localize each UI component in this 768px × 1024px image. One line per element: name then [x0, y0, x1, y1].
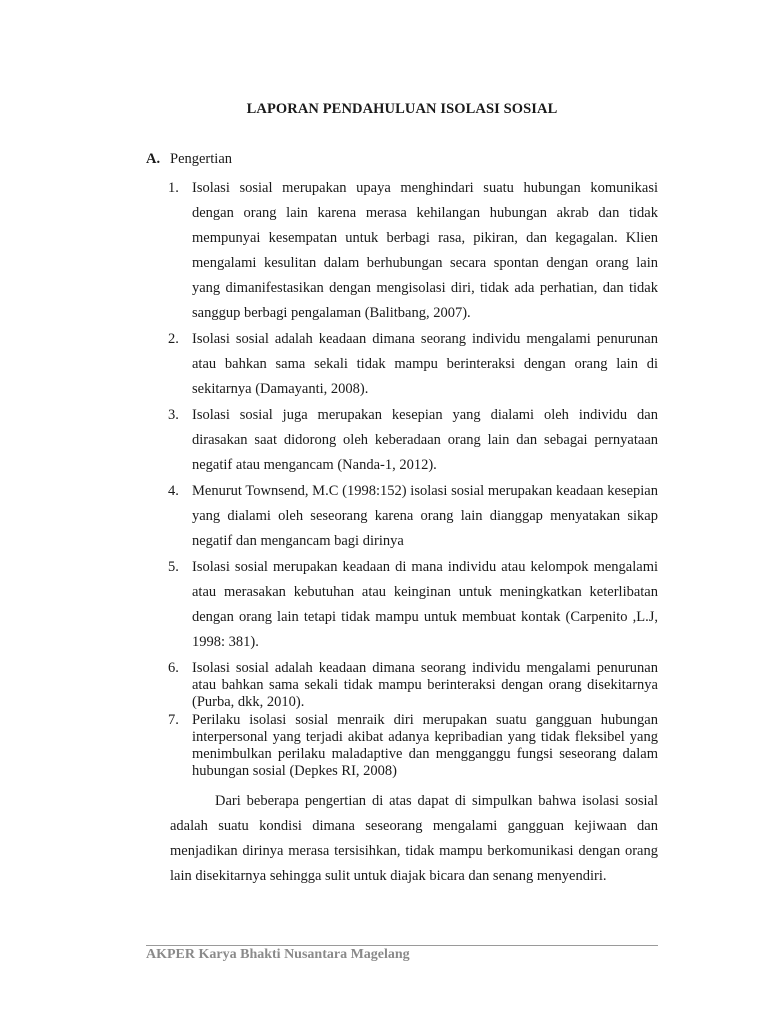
list-item-number: 5. — [168, 559, 179, 575]
list-item-number: 4. — [168, 483, 179, 499]
list-item — [168, 660, 658, 711]
list-item — [168, 479, 658, 554]
definition-list — [168, 176, 658, 780]
list-item-number: 1. — [168, 180, 179, 196]
list-item-number: 7. — [168, 712, 179, 728]
list-item — [168, 555, 658, 655]
footer-text: AKPER Karya Bhakti Nusantara Magelang — [146, 947, 410, 962]
list-item — [168, 403, 658, 478]
list-item-text: Menurut Townsend, M.C (1998:152) isolasi sosial merupakan keadaan kesepian yang dialami oleh seseorang karena orang lain dianggap menyatakan sikap negatif dan mengancam bagi dirinya — [192, 483, 658, 549]
list-item-number: 2. — [168, 331, 179, 347]
document-title: LAPORAN PENDAHULUAN ISOLASI SOSIAL — [246, 101, 558, 117]
list-item — [168, 327, 658, 402]
conclusion-paragraph: Dari beberapa pengertian di atas dapat di simpulkan bahwa isolasi sosial adalah suatu kondisi dimana seseorang mengalami gangguan kejiwaan dan menjadikan dirinya merasa tersisihkan, tidak mampu berkomunikasi dengan orang lain disekitarnya sehingga sulit untuk diajak bicara dan senang menyendiri. — [170, 793, 658, 884]
list-item-text: Isolasi sosial merupakan keadaan di mana individu atau kelompok mengalami atau merasakan kebutuhan atau keinginan untuk meningkatkan keterlibatan dengan orang lain tetapi tidak mampu untuk membuat kontak (Carpenito ,L.J, 1998: 381). — [192, 559, 658, 650]
footer-divider — [146, 945, 658, 946]
list-item-text: Perilaku isolasi sosial menraik diri merupakan suatu gangguan hubungan interpersonal yang terjadi akibat adanya kepribadian yang tidak fleksibel yang menimbulkan perilaku maladaptive dan mengganggu fungsi seseorang dalam hubungan sosial (Depkes RI, 2008) — [192, 712, 658, 779]
section-letter: A. — [146, 151, 161, 167]
list-item — [168, 712, 658, 780]
list-item-text: Isolasi sosial adalah keadaan dimana seorang individu mengalami penurunan atau bahkan sama sekali tidak mampu berinteraksi dengan orang lain di sekitarnya (Damayanti, 2008). — [192, 331, 658, 397]
list-item-text: Isolasi sosial juga merupakan kesepian yang dialami oleh individu dan dirasakan saat didorong oleh keberadaan orang lain dan sebagai pernyataan negatif atau mengancam (Nanda-1, 2012). — [192, 407, 658, 473]
list-item-text: Isolasi sosial merupakan upaya menghindari suatu hubungan komunikasi dengan orang lain karena merasa kehilangan hubungan akrab dan tidak mempunyai kesempatan untuk berbagi rasa, pikiran, dan kegagalan. Klien mengalami kesulitan dalam berhubungan secara spontan dengan orang lain yang dimanifestasikan dengan mengisolasi diri, tidak ada perhatian, dan tidak sanggup berbagi pengalaman (Balitbang, 2007). — [192, 180, 658, 321]
list-item — [168, 176, 658, 326]
list-item-text: Isolasi sosial adalah keadaan dimana seorang individu mengalami penurunan atau bahkan sama sekali tidak mampu berinteraksi dengan orang disekitarnya (Purba, dkk, 2010). — [192, 660, 658, 710]
section-title: Pengertian — [170, 151, 233, 167]
list-item-number: 6. — [168, 660, 179, 676]
section-heading — [146, 151, 232, 168]
list-item-number: 3. — [168, 407, 179, 423]
